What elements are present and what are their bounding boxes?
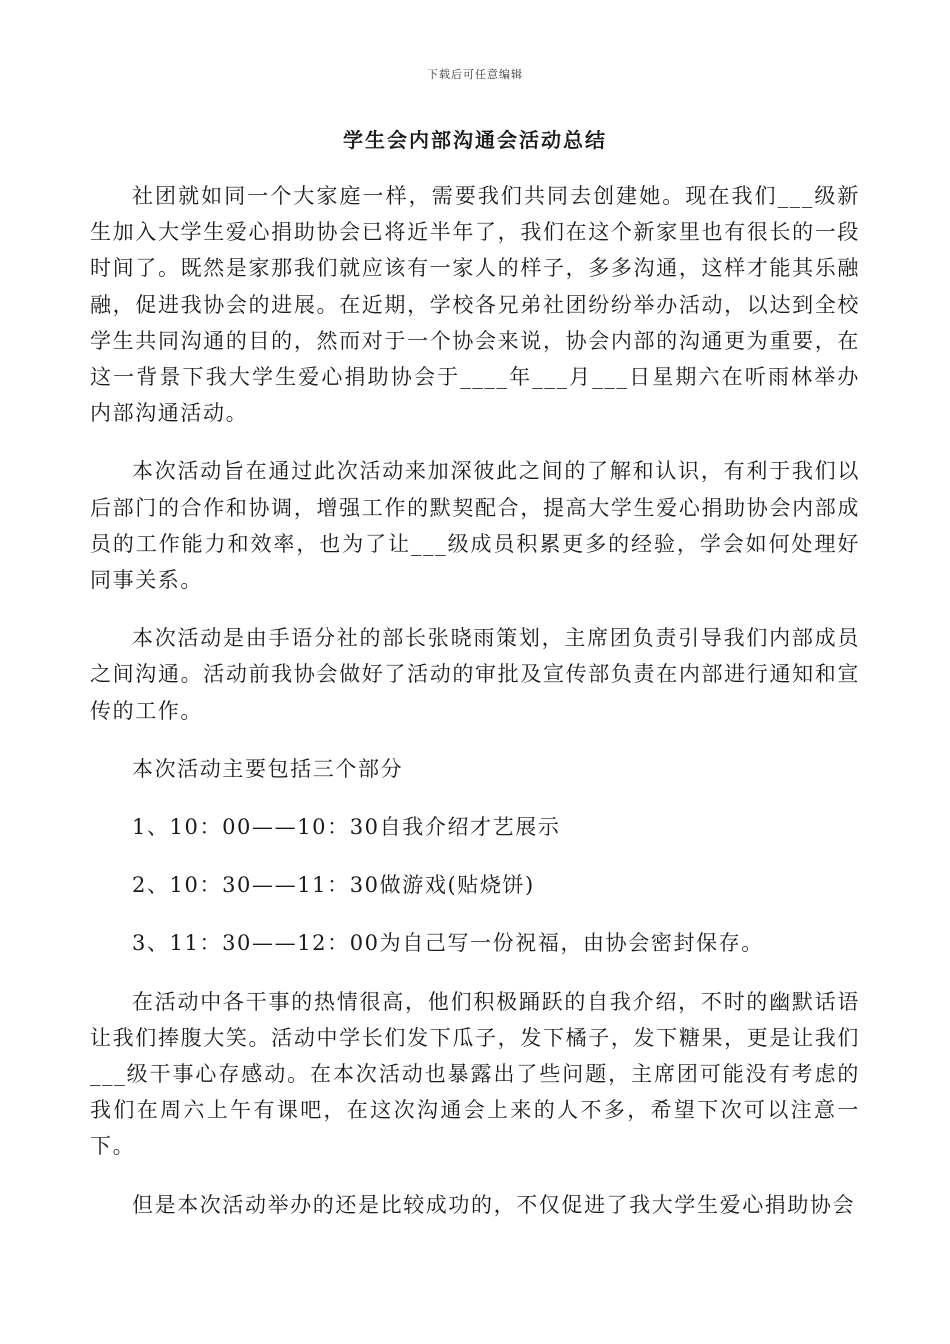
agenda-item-2: 2、10：30——11：30做游戏(贴烧饼) <box>132 873 535 898</box>
page-title: 学生会内部沟通会活动总结 <box>343 128 607 152</box>
agenda-item-3: 3、11：30——12：00为自己写一份祝福，由协会密封保存。 <box>132 931 764 956</box>
paragraph-agenda-intro: 本次活动主要包括三个部分 <box>132 756 404 781</box>
document-body <box>90 178 860 1245</box>
paragraph-conclusion: 但是本次活动举办的还是比较成功的，不仅促进了我大学生爱心捐助协会 <box>132 1192 856 1217</box>
paragraph-organizer: 本次活动是由手语分社的部长张晓雨策划，主席团负责引导我们内部成员之间沟通。活动前我协会做好了活动的审批及宣传部负责在内部进行通知和宣传的工作。 <box>90 626 860 723</box>
paragraph-review: 在活动中各干事的热情很高，他们积极踊跃的自我介绍，不时的幽默话语让我们捧腹大笑。活动中学长们发下瓜子，发下橘子，发下糖果，更是让我们___级干事心存感动。在本次活动也暴露出了些问题，主席团可能没有考虑的我们在周六上午有课吧，在这次沟通会上来的人不多，希望下次可以注意一下。 <box>90 989 860 1159</box>
paragraph-purpose: 本次活动旨在通过此次活动来加深彼此之间的了解和认识，有利于我们以后部门的合作和协调，增强工作的默契配合，提高大学生爱心捐助协会内部成员的工作能力和效率，也为了让___级成员积累更多的经验，学会如何处理好同事关系。 <box>90 459 860 593</box>
paragraph-intro: 社团就如同一个大家庭一样，需要我们共同去创建她。现在我们___级新生加入大学生爱心捐助协会已将近半年了，我们在这个新家里也有很长的一段时间了。既然是家那我们就应该有一家人的样子，多多沟通，这样才能其乐融融，促进我协会的进展。在近期，学校各兄弟社团纷纷举办活动，以达到全校学生共同沟通的目的，然而对于一个协会来说，协会内部的沟通更为重要，在这一背景下我大学生爱心捐助协会于____年___月___日星期六在听雨林举办内部沟通活动。 <box>90 184 860 426</box>
header-note: 下载后可任意编辑 <box>427 68 523 81</box>
agenda-item-1: 1、10：00——10：30自我介绍才艺展示 <box>132 815 561 840</box>
